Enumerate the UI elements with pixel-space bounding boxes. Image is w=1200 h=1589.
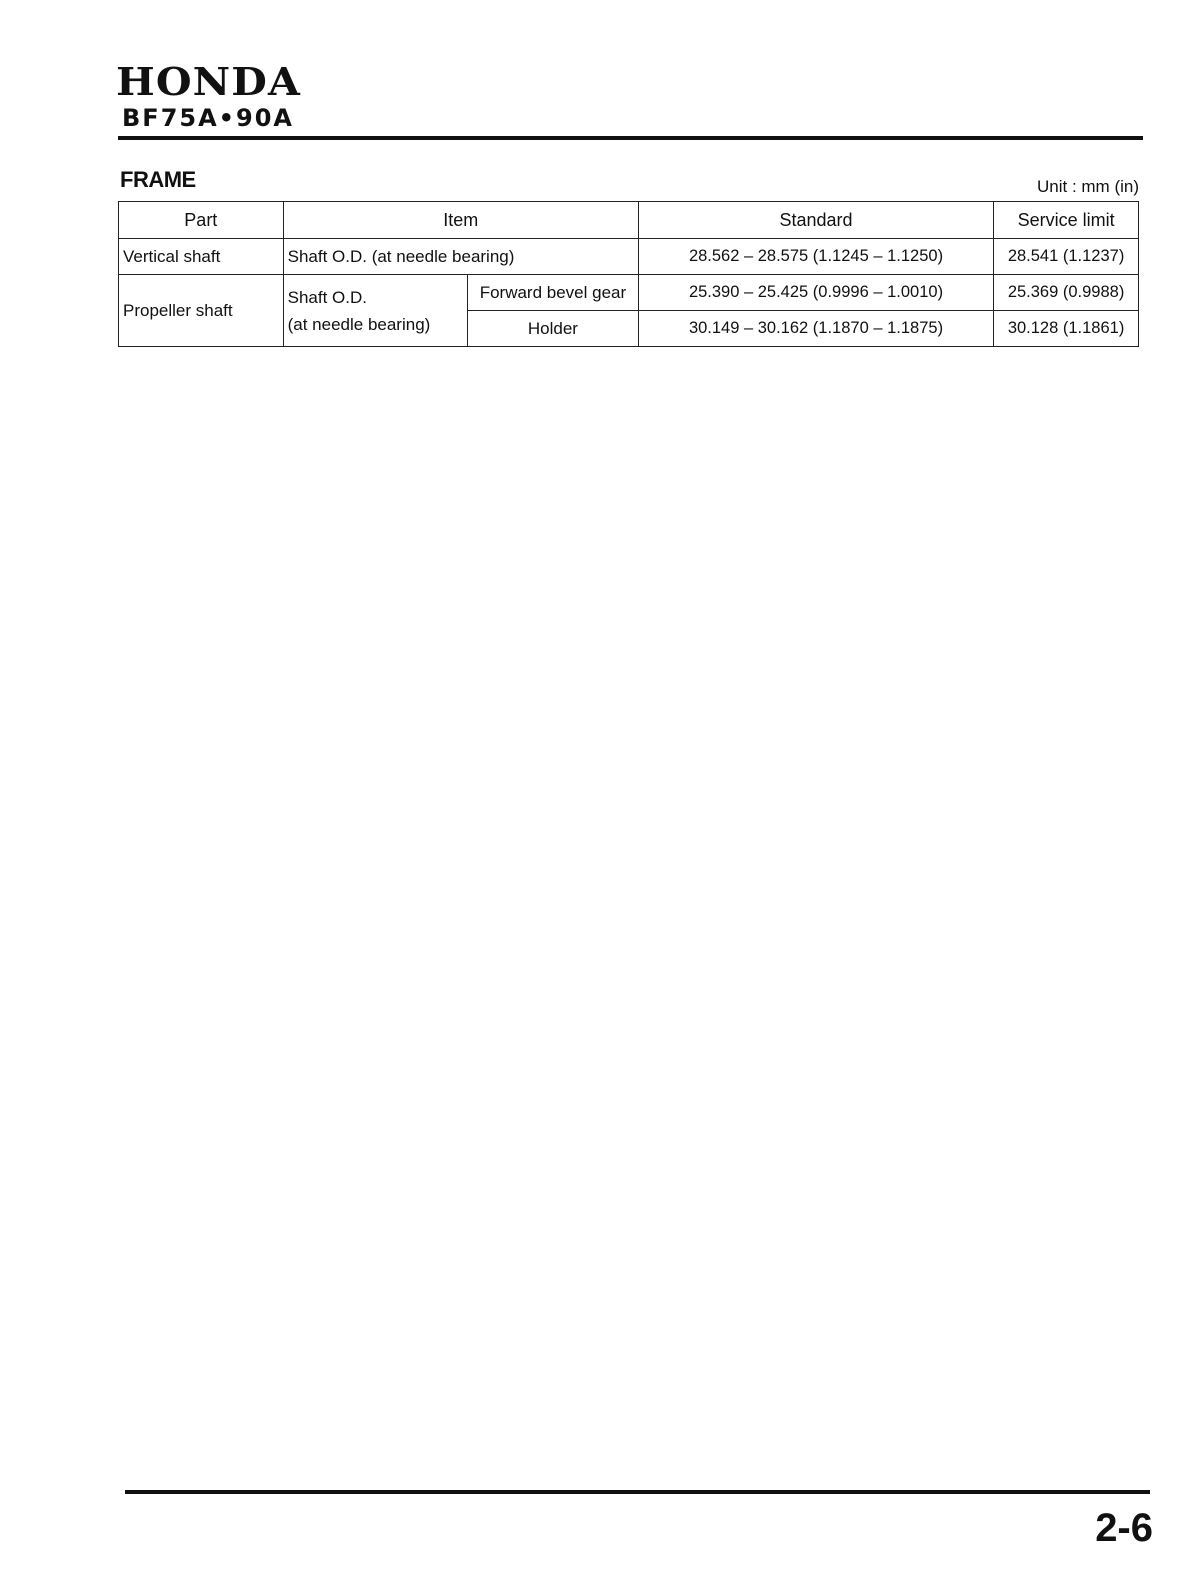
- table-row: [119, 275, 1139, 311]
- standard-cell: 25.390 – 25.425 (0.9996 – 1.0010): [638, 275, 993, 311]
- item-cell: Shaft O.D. (at needle bearing): [283, 239, 638, 275]
- standard-cell: 30.149 – 30.162 (1.1870 – 1.1875): [638, 311, 993, 347]
- subitem-cell: Holder: [468, 311, 639, 347]
- model-title: BF75A•90A: [122, 104, 294, 132]
- header-standard: Standard: [638, 202, 993, 239]
- item-line-2: (at needle bearing): [287, 314, 431, 334]
- header-service-limit: Service limit: [994, 202, 1139, 239]
- part-cell: Vertical shaft: [119, 239, 284, 275]
- honda-logo: HONDA: [116, 59, 301, 104]
- service-limit-cell: 30.128 (1.1861): [994, 311, 1139, 347]
- footer-rule: [125, 1490, 1150, 1494]
- table-header-row: [119, 202, 1139, 239]
- unit-note: Unit : mm (in): [1037, 177, 1139, 196]
- header-item: Item: [283, 202, 638, 239]
- item-line-1: Shaft O.D.: [287, 287, 367, 307]
- standard-cell: 28.562 – 28.575 (1.1245 – 1.1250): [638, 239, 993, 275]
- service-limit-cell: 25.369 (0.9988): [994, 275, 1139, 311]
- header-part: Part: [119, 202, 284, 239]
- frame-spec-table: [118, 201, 1139, 347]
- part-cell: Propeller shaft: [119, 275, 284, 347]
- service-limit-cell: 28.541 (1.1237): [994, 239, 1139, 275]
- section-title: FRAME: [120, 167, 196, 192]
- table-row: [119, 239, 1139, 275]
- subitem-cell: Forward bevel gear: [468, 275, 639, 311]
- header-rule: [118, 136, 1143, 140]
- item-cell: [283, 275, 467, 347]
- page-number: 2-6: [1095, 1506, 1153, 1550]
